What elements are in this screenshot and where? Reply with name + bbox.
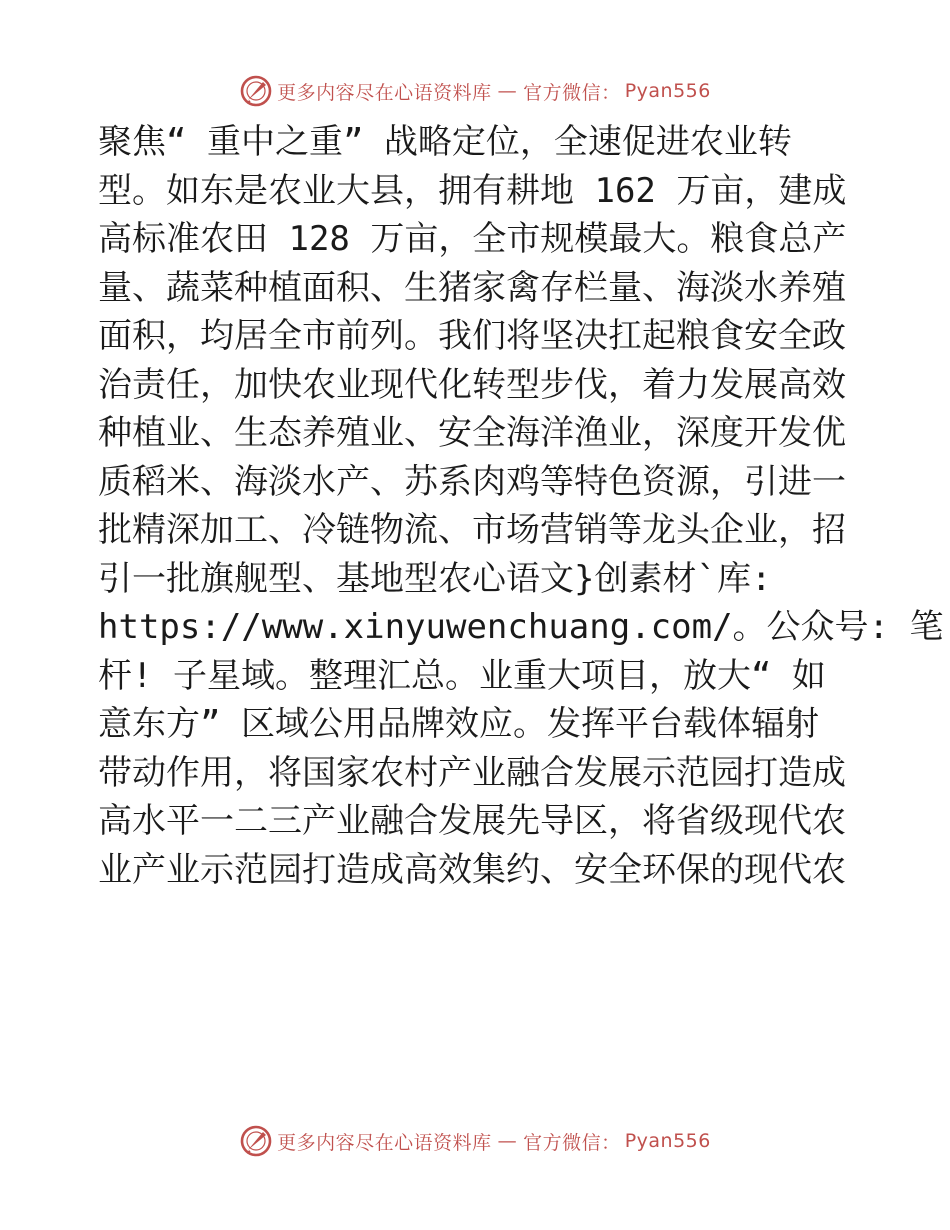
watermark-contact-label: 官方微信：	[523, 1131, 621, 1154]
watermark-contact-label: 官方微信：	[523, 81, 621, 104]
text-line: 型。如东是农业大县，拥有耕地 162 万亩，建成	[98, 170, 847, 211]
text-line: 质稻米、海淡水产、苏系肉鸡等特色资源，引进一	[98, 461, 846, 502]
footer-watermark	[0, 1124, 950, 1158]
text-line: 高标准农田 128 万亩，全市规模最大。粮食总产	[98, 219, 847, 259]
quill-circle-icon	[239, 74, 273, 108]
quill-circle-icon	[239, 1124, 273, 1158]
watermark-contact-id: Pyan556	[624, 80, 711, 102]
text-line: 量、蔬菜种植面积、生猪家禽存栏量、海淡水养殖	[98, 267, 846, 308]
watermark-contact-id: Pyan556	[624, 1130, 711, 1152]
document-body	[98, 118, 944, 894]
text-line: 批精深加工、冷链物流、市场营销等龙头企业，招	[98, 510, 846, 550]
watermark-separator: —	[497, 80, 518, 102]
watermark-text: 更多内容尽在心语资料库	[277, 81, 492, 104]
text-line: 种植业、生态养殖业、安全海洋渔业，深度开发优	[98, 413, 846, 453]
header-watermark	[0, 74, 950, 108]
text-line: 面积，均居全市前列。我们将坚决扛起粮食安全政	[98, 316, 846, 356]
text-line: 带动作用，将国家农村产业融合发展示范园打造成	[98, 752, 846, 793]
text-line: 杆! 子星域。整理汇总。业重大项目，放大“ 如	[98, 655, 826, 696]
watermark-separator: —	[497, 1130, 518, 1152]
text-line: 治责任，加快农业现代化转型步伐，着力发展高效	[98, 364, 846, 405]
text-line: 高水平一二三产业融合发展先导区，将省级现代农	[98, 801, 846, 841]
text-line: 业产业示范园打造成高效集约、安全环保的现代农	[98, 849, 846, 890]
text-line: https://www.xinyuwenchuang.com/。公众号: 笔	[98, 607, 944, 647]
text-line: 聚焦“ 重中之重” 战略定位，全速促进农业转	[98, 122, 792, 162]
text-line: 意东方” 区域公用品牌效应。发挥平台载体辐射	[98, 704, 819, 744]
watermark-text: 更多内容尽在心语资料库	[277, 1131, 492, 1154]
text-line: 引一批旗舰型、基地型农心语文}创素材`库:	[98, 558, 772, 599]
